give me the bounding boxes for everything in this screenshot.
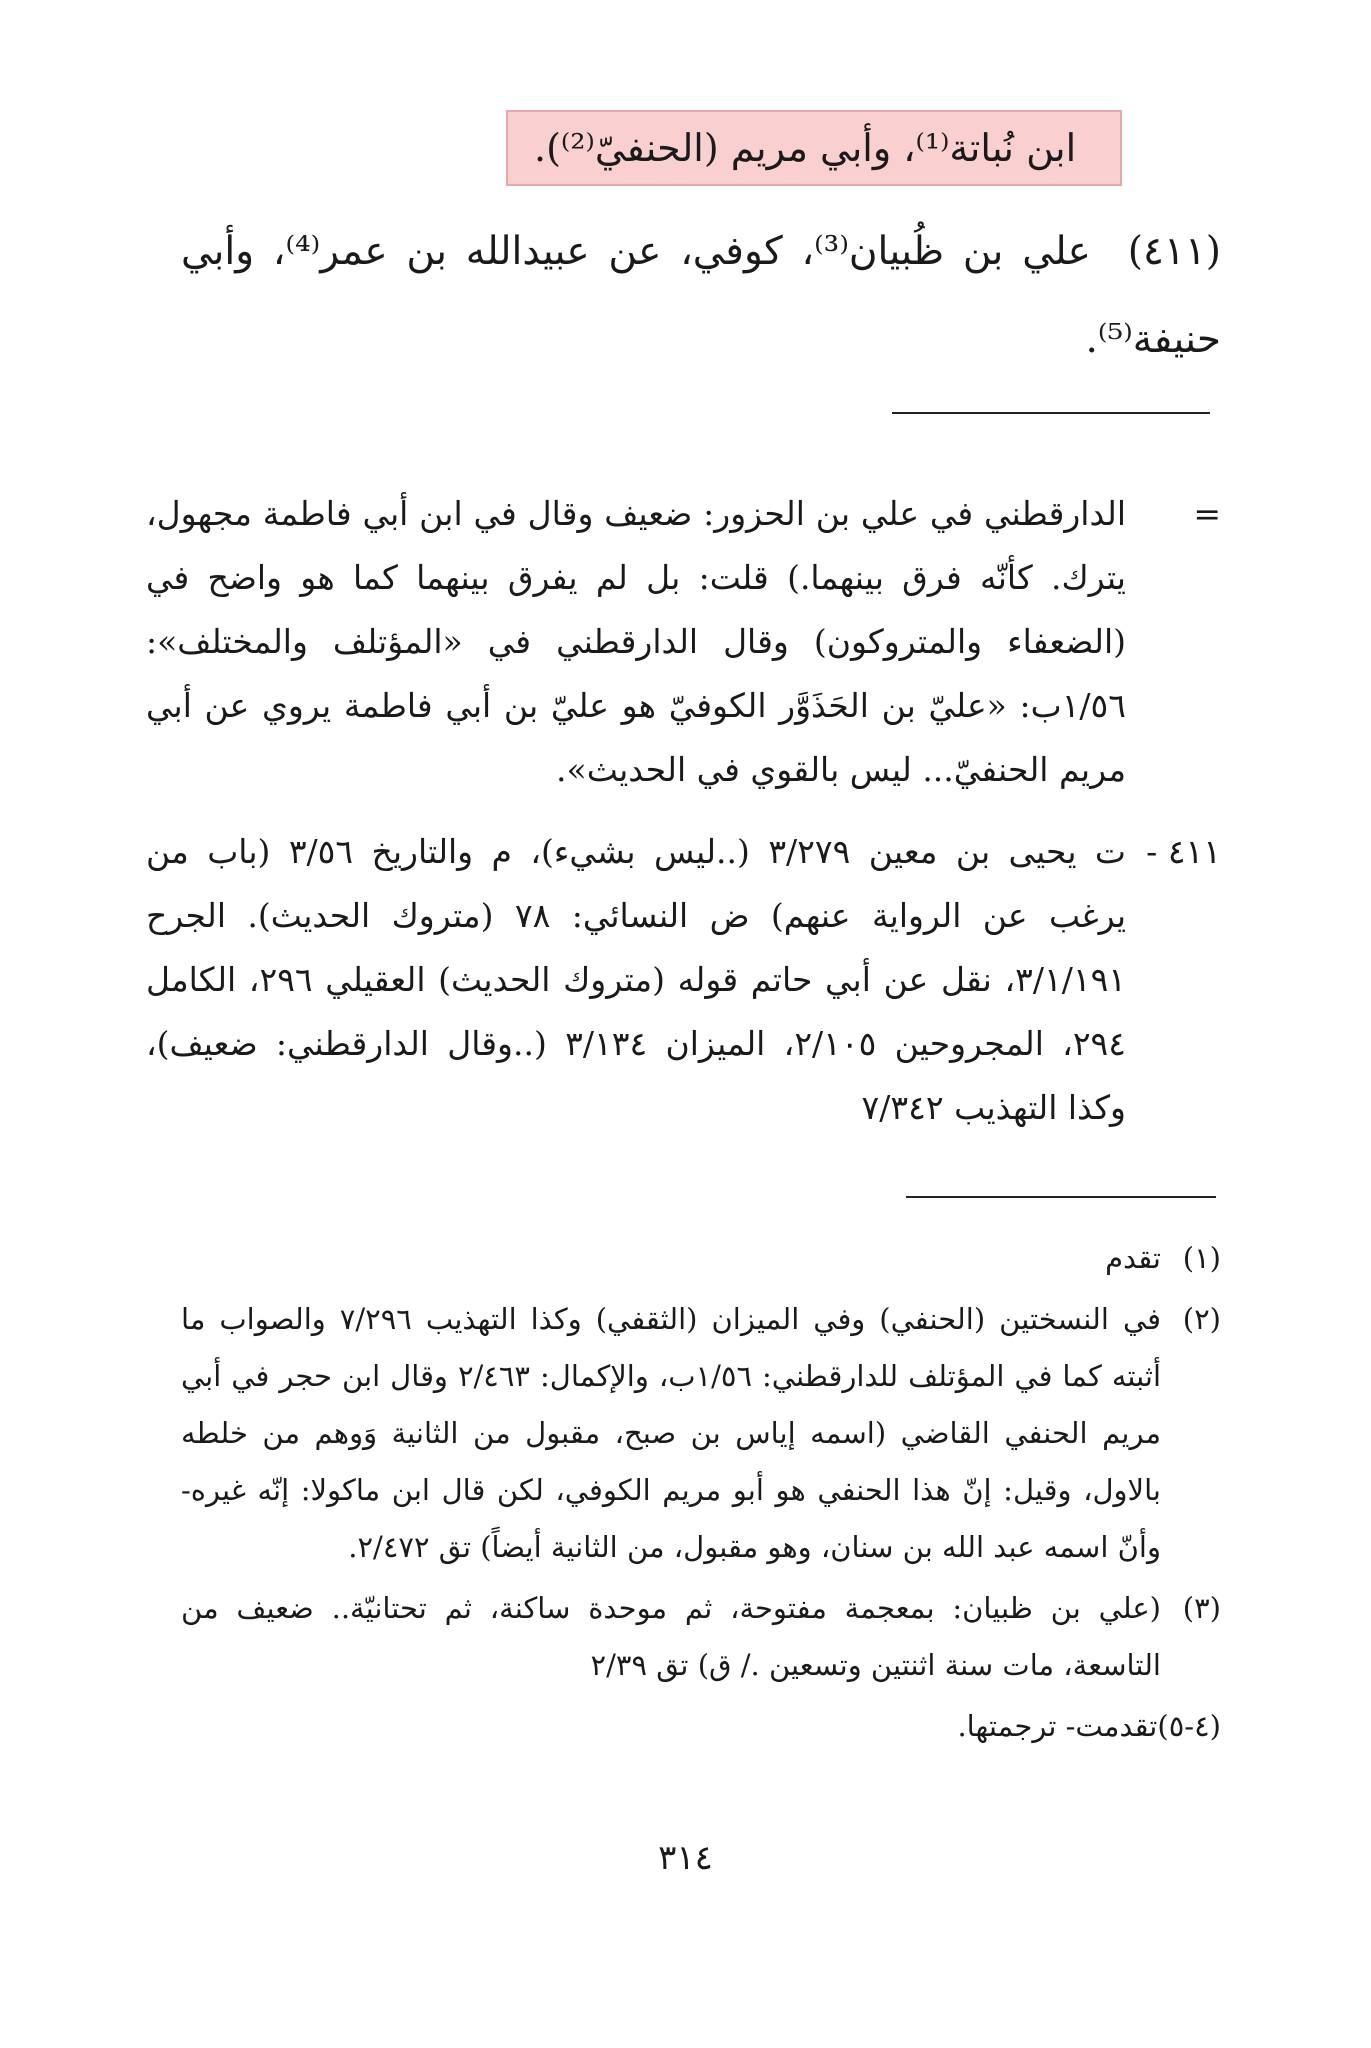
entry-text: علي بن ظُبيان⁽³⁾، كوفي، عن عبيدالله بن عمر⁽⁴⁾، وأبي حنيفة⁽⁵⁾. bbox=[181, 229, 1221, 362]
footnote-4-5 bbox=[181, 1698, 1221, 1755]
footnote-text: في النسختين (الحنفي) وفي الميزان (الثقفي) وكذا التهذيب ٧/٢٩٦ والصواب ما أثبته كما في المؤتلف للدارقطني: ١/٥٦ب، والإكمال: ٢/٤٦٣ وقال ابن حجر في أبي مريم الحنفي القاضي (اسمه إياس بن صبح، مقبول من الثانية وَوهم من خلطه بالاول، وقيل: إنّ هذا الحنفي هو أبو مريم الكوفي، لكن قال ابن ماكولا: إنّه غيره- وأنّ اسمه عبد الله بن سنان، وهو مقبول، من الثانية أيضاً) تق ٢/٤٧٢. bbox=[181, 1302, 1161, 1564]
continued-note bbox=[146, 482, 1221, 802]
footnote-2 bbox=[181, 1291, 1221, 1576]
note-411-marker: ٤١١ - bbox=[1146, 832, 1221, 871]
footnote-marker: (٣) bbox=[1182, 1591, 1221, 1625]
footnote-separator-rule bbox=[906, 1196, 1216, 1198]
footnote-marker: (١) bbox=[1182, 1241, 1221, 1275]
entry-number: (٤١١) bbox=[1127, 229, 1221, 274]
highlighted-line bbox=[506, 110, 1122, 186]
footnote-text: (علي بن ظبيان: بمعجمة مفتوحة، ثم موحدة ساكنة، ثم تحتانيّة.. ضعيف من التاسعة، مات سنة اثنتين وتسعين ./ ق) تق ٢/٣٩ bbox=[181, 1591, 1161, 1682]
note-411-text: ت يحيى بن معين ٣/٢٧٩ (..ليس بشيء)، م والتاريخ ٣/٥٦ (باب من يرغب عن الرواية عنهم) ض النسائي: ٧٨ (متروك الحديث). الجرح ٣/١/١٩١، نقل عن أبي حاتم قوله (متروك الحديث) العقيلي ٢٩٦، الكامل ٢٩٤، المجروحين ٢/١٠٥، الميزان ٣/١٣٤ (..وقال الدارقطني: ضعيف)، وكذا التهذيب ٧/٣٤٢ bbox=[146, 832, 1127, 1127]
footnote-marker: (٢) bbox=[1182, 1302, 1221, 1336]
main-entry bbox=[181, 208, 1221, 384]
continuation-text: الدارقطني في علي بن الحزور: ضعيف وقال في ابن أبي فاطمة مجهول، يترك. كأنّه فرق بينهما.) قلت: بل لم يفرق بينهما كما هو واضح في (الضعفاء والمتروكون) وقال الدارقطني في «المؤتلف والمختلف»: ١/٥٦ب: «عليّ بن الحَذَوَّر الكوفيّ هو عليّ بن أبي فاطمة يروي عن أبي مريم الحنفيّ... ليس بالقوي في الحديث». bbox=[146, 494, 1126, 789]
highlighted-line-text: ابن نُباتة⁽¹⁾، وأبي مريم (الحنفيّ⁽²⁾). bbox=[534, 126, 1077, 170]
footnote-3 bbox=[181, 1580, 1221, 1694]
continuation-marker: = bbox=[1193, 494, 1221, 533]
note-411 bbox=[146, 820, 1221, 1140]
footnotes bbox=[181, 1230, 1221, 1759]
footnote-1 bbox=[181, 1230, 1221, 1287]
separator-rule bbox=[892, 412, 1210, 414]
footnote-text: (٤-٥)تقدمت- ترجمتها. bbox=[957, 1709, 1221, 1743]
page-number: ٣١٤ bbox=[658, 1838, 713, 1878]
footnote-text: تقدم bbox=[1105, 1241, 1161, 1275]
